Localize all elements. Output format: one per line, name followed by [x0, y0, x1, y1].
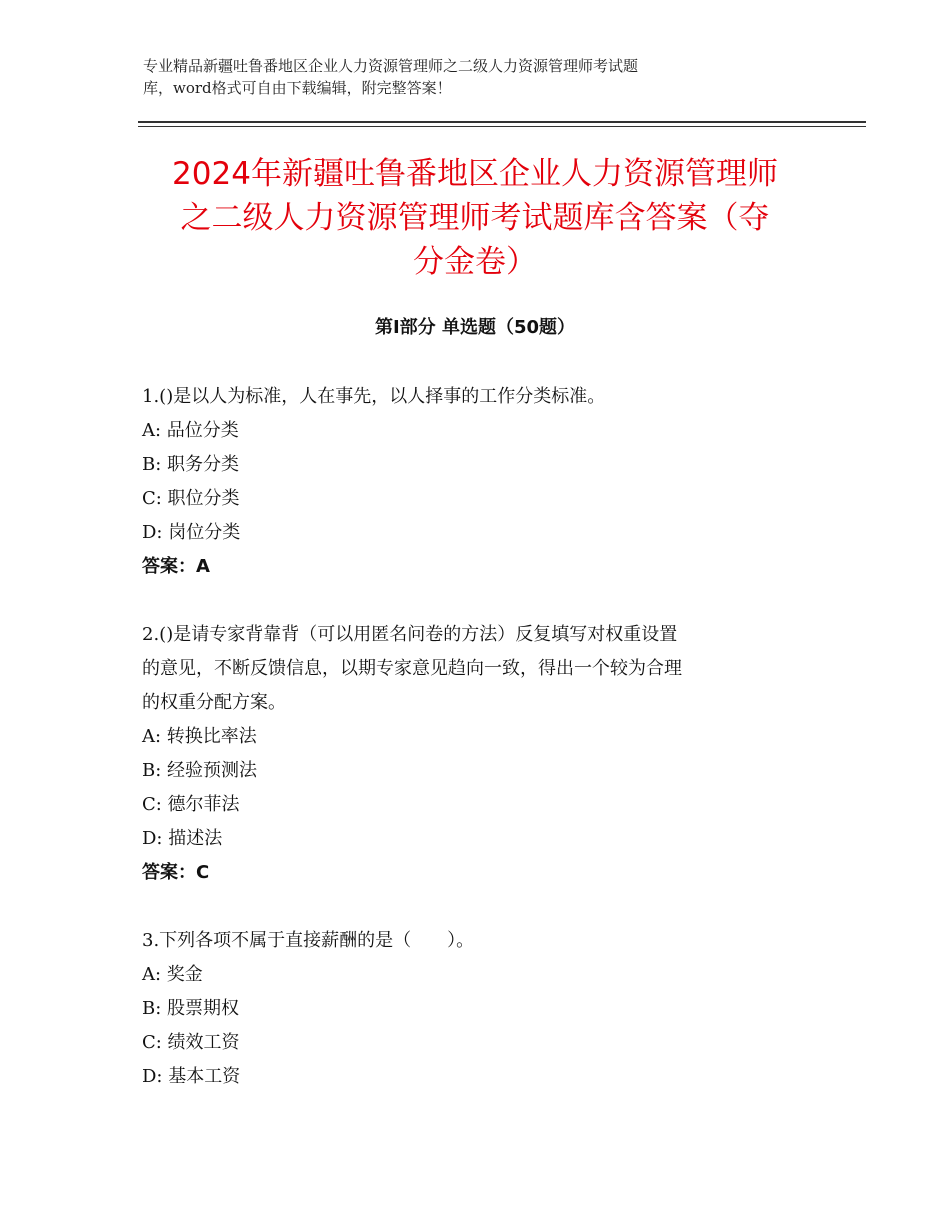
option-c: C: 德尔菲法	[142, 794, 240, 815]
option-a: A: 转换比率法	[142, 726, 257, 747]
question-3	[142, 924, 802, 1094]
option-a: A: 奖金	[142, 964, 203, 985]
question-stem-line: 的意见，不断反馈信息，以期专家意见趋向一致，得出一个较为合理	[142, 658, 682, 679]
question-stem-line: 的权重分配方案。	[142, 692, 286, 713]
option-d: D: 描述法	[142, 828, 223, 849]
option-b: B: 职务分类	[142, 454, 240, 475]
option-c: C: 职位分类	[142, 488, 240, 509]
answer-label: 答案：C	[142, 862, 210, 883]
section-heading: 第Ⅰ部分 单选题（50题）	[374, 317, 575, 338]
option-d: D: 基本工资	[142, 1066, 241, 1087]
title-line: 分金卷）	[413, 244, 537, 280]
option-b: B: 经验预测法	[142, 760, 258, 781]
question-stem: 1.()是以人为标准，人在事先，以人择事的工作分类标准。	[142, 386, 606, 407]
question-stem: 3.下列各项不属于直接薪酬的是（ ）。	[142, 930, 475, 951]
option-c: C: 绩效工资	[142, 1032, 240, 1053]
header-divider-thin	[138, 126, 866, 127]
title-line: 之二级人力资源管理师考试题库含答案（夺	[180, 200, 770, 236]
header-note	[143, 55, 783, 99]
header-divider-thick	[138, 121, 866, 123]
header-note-line: 专业精品新疆吐鲁番地区企业人力资源管理师之二级人力资源管理师考试题	[143, 57, 639, 75]
question-1	[142, 380, 802, 584]
option-b: B: 股票期权	[142, 998, 240, 1019]
option-a: A: 品位分类	[142, 420, 239, 441]
option-d: D: 岗位分类	[142, 522, 241, 543]
question-list	[142, 380, 802, 1128]
question-stem-line: 2.()是请专家背靠背（可以用匿名问卷的方法）反复填写对权重设置	[142, 624, 678, 645]
answer-label: 答案：A	[142, 556, 210, 577]
title-line: 2024年新疆吐鲁番地区企业人力资源管理师	[172, 156, 778, 192]
document-title	[140, 152, 810, 284]
header-note-line: 库，word格式可自由下载编辑，附完整答案！	[143, 79, 452, 97]
question-2	[142, 618, 802, 890]
